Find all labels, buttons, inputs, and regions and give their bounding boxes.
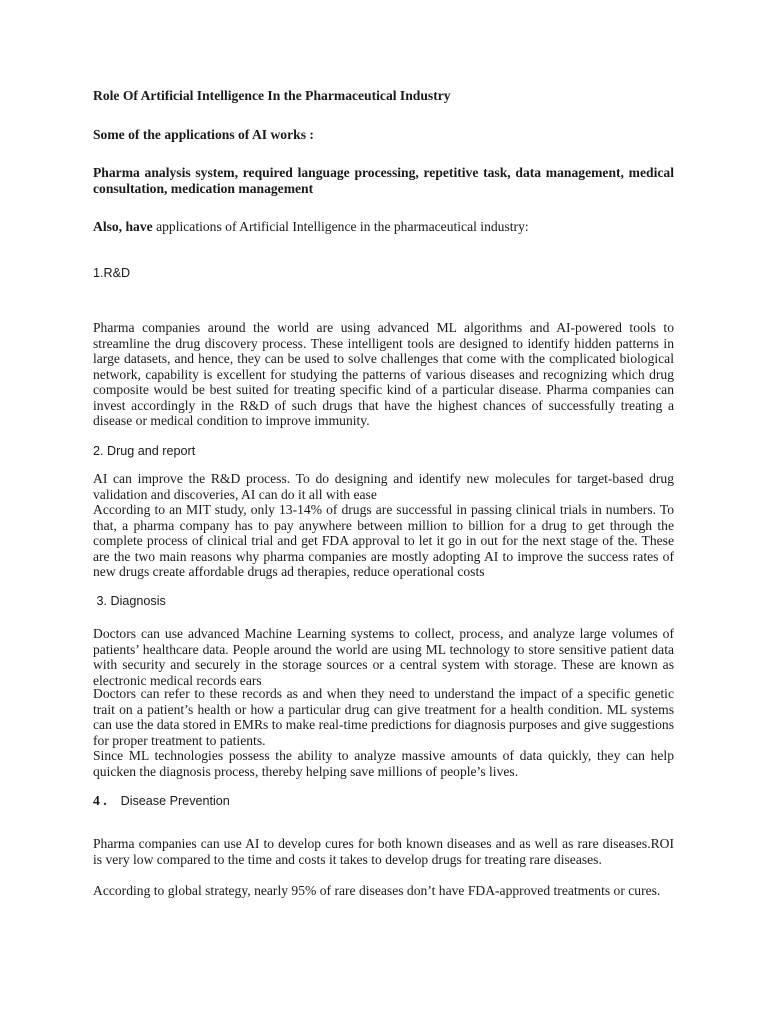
section-heading-disease-prevention: [93, 793, 674, 810]
also-have-bold: Also, have: [93, 219, 153, 234]
section-disease-prevention-paragraph-1: Pharma companies can use AI to develop cures for both known diseases and as well as rare diseases.ROI is very low compared to the time and costs it takes to develop drugs for treating rare diseases.: [93, 836, 674, 867]
section-4-heading-text: Disease Prevention: [120, 794, 230, 808]
also-have-line: [93, 219, 674, 235]
section-4-number: 4 .: [93, 793, 107, 808]
section-disease-prevention-paragraph-2: According to global strategy, nearly 95% of rare diseases don’t have FDA-approved treatments or cures.: [93, 883, 661, 898]
section-diagnosis-paragraph-3: Since ML technologies possess the ability to analyze massive amounts of data quickly, they can help quicken the diagnosis process, thereby helping save millions of people’s lives.: [93, 748, 674, 779]
section-heading-diagnosis: 3. Diagnosis: [93, 594, 166, 608]
document-page: [93, 0, 674, 1024]
section-heading-rnd: 1.R&D: [93, 266, 131, 280]
section-drug-report-paragraph-1: AI can improve the R&D process. To do designing and identify new molecules for target-based drug validation and discoveries, AI can do it all with ease: [93, 471, 674, 502]
applications-list: Pharma analysis system, required language processing, repetitive task, data management, medical consultation, medication management: [93, 165, 674, 196]
section-heading-drug-report: 2. Drug and report: [93, 444, 196, 458]
document-title: Role Of Artificial Intelligence In the Pharmaceutical Industry: [93, 88, 451, 103]
section-diagnosis-paragraph-2: Doctors can refer to these records as and when they need to understand the impact of a specific genetic trait on a patient’s health or how a particular drug can give treatment for a health condition. ML systems can use the data stored in EMRs to make real-time predictions for diagnosis purposes and give suggestions for proper treatment to patients.: [93, 686, 674, 748]
section-drug-report-paragraph-2: According to an MIT study, only 13-14% of drugs are successful in passing clinical trials in numbers. To that, a pharma company has to pay anywhere between million to billion for a drug to get through the complete process of clinical trial and get FDA approval to let it go in out for the next stage of the. These are the two main reasons why pharma companies are mostly adopting AI to improve the success rates of new drugs create affordable drugs ad therapies, reduce operational costs: [93, 502, 674, 579]
document-subtitle: Some of the applications of AI works :: [93, 127, 314, 142]
also-have-rest: applications of Artificial Intelligence in the pharmaceutical industry:: [152, 219, 529, 234]
section-diagnosis-paragraph-1: Doctors can use advanced Machine Learning systems to collect, process, and analyze large volumes of patients’ healthcare data. People around the world are using ML technology to store sensitive patient data with security and securely in the storage sources or a central system with storage. These are known as electronic medical records ears: [93, 626, 674, 688]
section-rnd-paragraph: Pharma companies around the world are using advanced ML algorithms and AI-powered tools to streamline the drug discovery process. These intelligent tools are designed to identify hidden patterns in large datasets, and hence, they can be used to solve challenges that come with the complicated biological network, capability is excellent for studying the patterns of various diseases and recognizing which drug composite would be best suited for treating specific kind of a particular disease. Pharma companies can invest accordingly in the R&D of such drugs that have the highest chances of successfully treating a disease or medical condition to improve immunity.: [93, 320, 674, 428]
